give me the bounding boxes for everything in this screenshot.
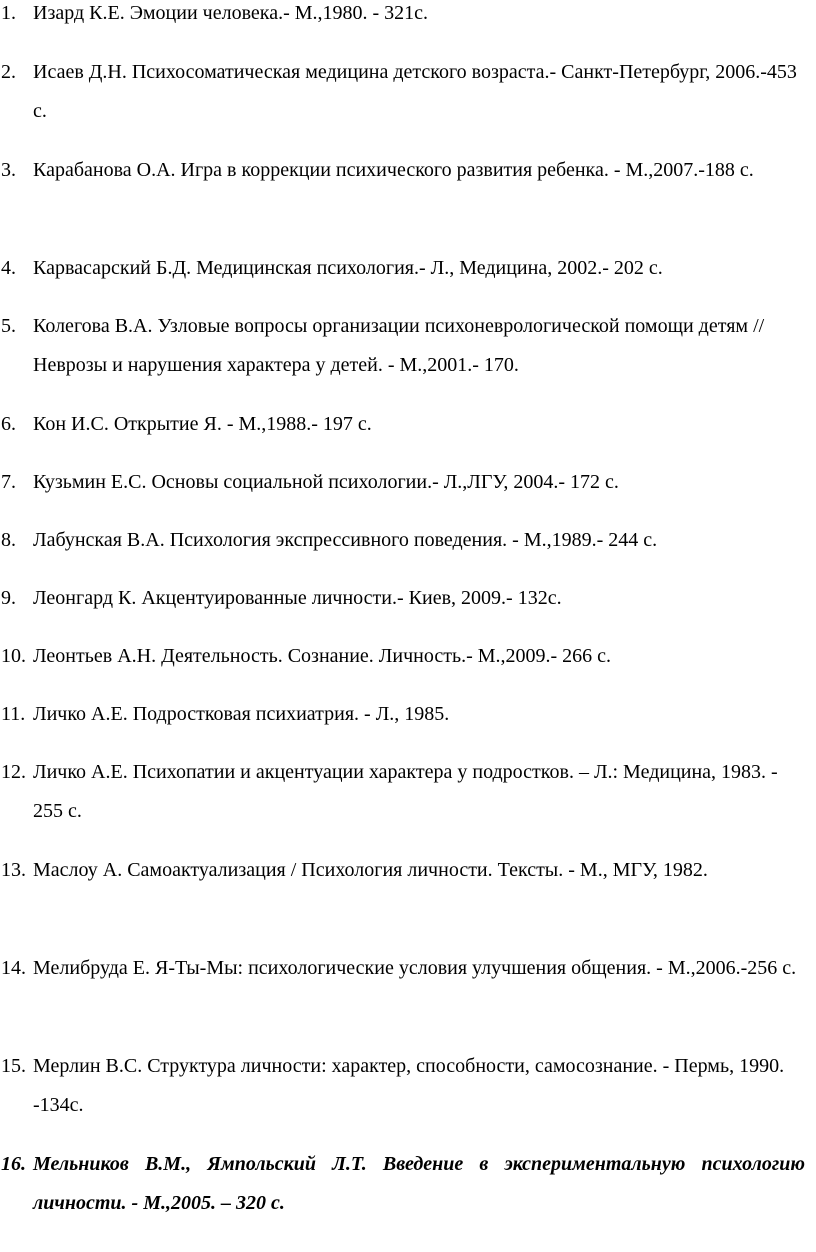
- item-text: Мельников В.М., Ямпольский Л.Т. Введение в экспериментальную психологию личности. - М.,2005. – 320 с.: [33, 1153, 805, 1214]
- item-number: 13.: [1, 859, 26, 881]
- item-text: Маслоу А. Самоактуализация / Психология личности. Тексты. - М., МГУ, 1982.: [33, 859, 708, 881]
- item-text: Карабанова О.А. Игра в коррекции психического развития ребенка. - М.,2007.-188 с.: [33, 159, 754, 181]
- item-text: Кузьмин Е.С. Основы социальной психологии.- Л.,ЛГУ, 2004.- 172 с.: [33, 471, 619, 493]
- item-text: Колегова В.А. Узловые вопросы организации психоневрологической помощи детям // Неврозы и нарушения характера у детей. - М.,2001.- 170.: [33, 315, 765, 376]
- item-number: 3.: [1, 159, 16, 181]
- item-number: 11.: [1, 703, 26, 725]
- item-number: 12.: [1, 761, 26, 783]
- item-text: Мерлин В.С. Структура личности: характер, способности, самосознание. - Пермь, 1990. -134с.: [33, 1055, 785, 1116]
- item-text: Кон И.С. Открытие Я. - М.,1988.- 197 с.: [33, 413, 372, 435]
- item-number: 2.: [1, 61, 16, 83]
- item-number: 8.: [1, 529, 16, 551]
- item-number: 7.: [1, 471, 16, 493]
- item-text: Личко А.Е. Психопатии и акцентуации характера у подростков. – Л.: Медицина, 1983. - 255 с.: [33, 761, 778, 822]
- item-number: 4.: [1, 257, 16, 279]
- item-text: Исаев Д.Н. Психосоматическая медицина детского возраста.- Санкт-Петербург, 2006.-453 с.: [33, 61, 797, 122]
- item-text: Изард К.Е. Эмоции человека.- М.,1980. - 321с.: [33, 2, 429, 24]
- item-number: 10.: [1, 645, 26, 667]
- item-text: Мелибруда Е. Я-Ты-Мы: психологические условия улучшения общения. - М.,2006.-256 с.: [33, 957, 797, 979]
- item-text: Лабунская В.А. Психология экспрессивного поведения. - М.,1989.- 244 с.: [33, 529, 658, 551]
- item-number: 14.: [1, 957, 26, 979]
- item-number: 15.: [1, 1055, 26, 1077]
- item-text: Леонтьев А.Н. Деятельность. Сознание. Личность.- М.,2009.- 266 с.: [33, 645, 612, 667]
- item-number: 16.: [1, 1153, 26, 1175]
- item-text: Личко А.Е. Подростковая психиатрия. - Л., 1985.: [33, 703, 450, 725]
- item-number: 1.: [1, 2, 16, 24]
- item-text: Карвасарский Б.Д. Медицинская психология.- Л., Медицина, 2002.- 202 с.: [33, 257, 663, 279]
- item-number: 9.: [1, 587, 16, 609]
- item-text: Леонгард К. Акцентуированные личности.- Киев, 2009.- 132с.: [33, 587, 562, 609]
- item-number: 5.: [1, 315, 16, 337]
- item-number: 6.: [1, 413, 16, 435]
